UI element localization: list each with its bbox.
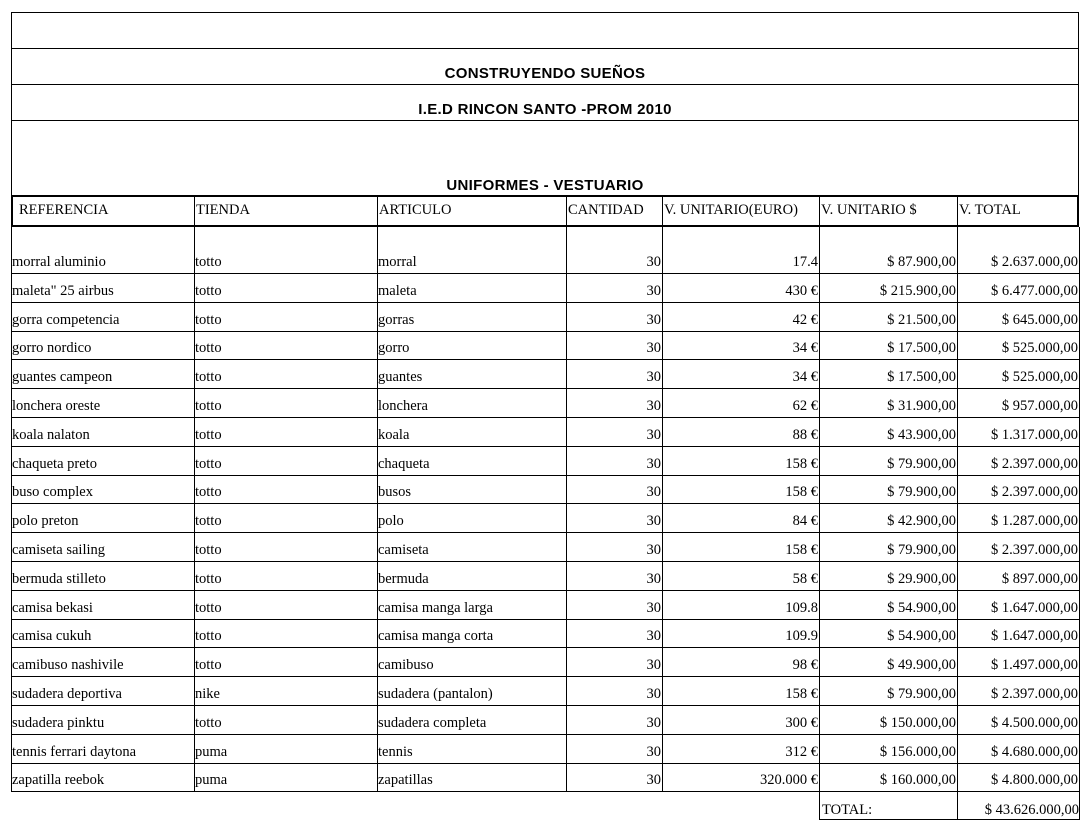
- cell-v-unitario-euro: 34 €: [792, 340, 818, 357]
- cell-v-unitario-euro: 34 €: [792, 369, 818, 386]
- cell-articulo: chaqueta: [378, 455, 430, 472]
- cell-articulo: sudadera (pantalon): [378, 686, 493, 702]
- cell-v-unitario-pesos: $ 215.900,00: [879, 282, 956, 299]
- header-separator: [566, 196, 567, 226]
- cell-v-unitario-euro: 109.8: [785, 599, 818, 616]
- cell-tienda: totto: [195, 570, 222, 587]
- row-border: [11, 388, 1080, 389]
- cell-cantidad: 30: [646, 282, 661, 299]
- row-border: [11, 791, 1080, 792]
- header-articulo: ARTICULO: [379, 202, 452, 218]
- cell-referencia: sudadera deportiva: [12, 686, 122, 702]
- cell-cantidad: 30: [646, 484, 661, 501]
- cell-cantidad: 30: [646, 542, 661, 558]
- row-border: [11, 331, 1080, 332]
- cell-v-unitario-pesos: $ 160.000,00: [879, 772, 956, 789]
- cell-referencia: lonchera oreste: [12, 398, 101, 414]
- cell-v-unitario-pesos: $ 156.000,00: [879, 743, 956, 760]
- header-separator: [194, 196, 195, 226]
- row-border: [11, 475, 1080, 476]
- section-title: UNIFORMES - VESTUARIO: [11, 120, 1079, 195]
- cell-tienda: totto: [195, 455, 222, 472]
- blank-band: [11, 12, 1079, 48]
- cell-cantidad: 30: [646, 714, 661, 731]
- cell-v-unitario-euro: 62 €: [792, 398, 818, 414]
- cell-referencia: koala nalaton: [12, 426, 90, 443]
- cell-v-total: $ 2.397.000,00: [991, 455, 1078, 472]
- cell-v-unitario-pesos: $ 49.900,00: [887, 657, 956, 674]
- cell-v-total: $ 4.500.000,00: [991, 714, 1078, 731]
- cell-v-unitario-pesos: $ 54.900,00: [887, 628, 956, 645]
- cell-referencia: zapatilla reebok: [12, 772, 105, 789]
- school-title: I.E.D RINCON SANTO -PROM 2010: [11, 84, 1079, 120]
- row-border: [11, 359, 1080, 360]
- cell-v-unitario-euro: 158 €: [785, 686, 818, 702]
- cell-v-unitario-euro: 17.4: [792, 254, 818, 270]
- column-border: [1079, 227, 1080, 792]
- cell-articulo: zapatillas: [378, 772, 433, 789]
- cell-v-total: $ 1.497.000,00: [991, 657, 1078, 674]
- cell-v-unitario-pesos: $ 17.500,00: [887, 369, 956, 386]
- cell-referencia: gorra competencia: [12, 311, 120, 328]
- total-bottom-border: [819, 819, 1080, 820]
- cell-v-total: $ 1.287.000,00: [991, 513, 1078, 530]
- cell-referencia: sudadera pinktu: [12, 714, 105, 731]
- cell-articulo: tennis: [378, 743, 413, 760]
- cell-tienda: totto: [195, 340, 222, 357]
- cell-v-unitario-pesos: $ 29.900,00: [887, 570, 956, 587]
- row-border: [11, 273, 1080, 274]
- cell-articulo: sudadera completa: [378, 714, 487, 731]
- cell-articulo: camisa manga corta: [378, 628, 494, 645]
- cell-articulo: busos: [378, 484, 412, 501]
- cell-v-unitario-pesos: $ 79.900,00: [887, 686, 956, 702]
- cell-cantidad: 30: [646, 254, 661, 270]
- cell-tienda: totto: [195, 628, 222, 645]
- main-title: CONSTRUYENDO SUEÑOS: [11, 48, 1079, 84]
- cell-tienda: totto: [195, 311, 222, 328]
- cell-cantidad: 30: [646, 686, 661, 702]
- cell-cantidad: 30: [646, 772, 661, 789]
- cell-v-total: $ 4.800.000,00: [991, 772, 1078, 789]
- cell-v-total: $ 1.647.000,00: [991, 628, 1078, 645]
- cell-v-total: $ 645.000,00: [1001, 311, 1078, 328]
- header-cantidad: CANTIDAD: [568, 202, 644, 218]
- header-tienda: TIENDA: [196, 202, 250, 218]
- cell-v-unitario-euro: 430 €: [785, 282, 818, 299]
- cell-v-total: $ 525.000,00: [1001, 369, 1078, 386]
- row-border: [11, 705, 1080, 706]
- cell-cantidad: 30: [646, 513, 661, 530]
- cell-v-unitario-euro: 58 €: [792, 570, 818, 587]
- cell-tienda: totto: [195, 714, 222, 731]
- cell-tienda: totto: [195, 426, 222, 443]
- cell-tienda: totto: [195, 398, 222, 414]
- header-v-unitario-euro: V. UNITARIO(EURO): [664, 202, 798, 218]
- cell-cantidad: 30: [646, 426, 661, 443]
- total-left-border: [819, 792, 820, 820]
- cell-v-total: $ 525.000,00: [1001, 340, 1078, 357]
- cell-articulo: camiseta: [378, 542, 429, 558]
- cell-v-unitario-pesos: $ 43.900,00: [887, 426, 956, 443]
- cell-tienda: totto: [195, 484, 222, 501]
- cell-articulo: gorro: [378, 340, 410, 357]
- row-border: [11, 763, 1080, 764]
- cell-v-total: $ 957.000,00: [1001, 398, 1078, 414]
- cell-v-unitario-euro: 158 €: [785, 484, 818, 501]
- cell-referencia: morral aluminio: [12, 254, 106, 270]
- cell-v-unitario-pesos: $ 21.500,00: [887, 311, 956, 328]
- header-separator: [662, 196, 663, 226]
- cell-v-unitario-euro: 109.9: [785, 628, 818, 645]
- cell-referencia: bermuda stilleto: [12, 570, 106, 587]
- cell-referencia: camibuso nashivile: [12, 657, 124, 674]
- row-border: [11, 619, 1080, 620]
- cell-v-unitario-pesos: $ 31.900,00: [887, 398, 956, 414]
- cell-cantidad: 30: [646, 398, 661, 414]
- total-label: TOTAL:: [822, 802, 873, 818]
- cell-referencia: camisa cukuh: [12, 628, 92, 645]
- cell-referencia: guantes campeon: [12, 369, 113, 386]
- total-mid-border: [957, 792, 958, 820]
- cell-cantidad: 30: [646, 657, 661, 674]
- cell-v-unitario-pesos: $ 54.900,00: [887, 599, 956, 616]
- cell-v-unitario-euro: 158 €: [785, 455, 818, 472]
- cell-v-unitario-euro: 42 €: [792, 311, 818, 328]
- cell-referencia: tennis ferrari daytona: [12, 743, 137, 760]
- cell-v-unitario-pesos: $ 79.900,00: [887, 542, 956, 558]
- cell-v-unitario-pesos: $ 17.500,00: [887, 340, 956, 357]
- cell-referencia: chaqueta preto: [12, 455, 97, 472]
- cell-referencia: maleta" 25 airbus: [12, 282, 114, 299]
- cell-cantidad: 30: [646, 455, 661, 472]
- row-border: [11, 417, 1080, 418]
- cell-v-unitario-pesos: $ 42.900,00: [887, 513, 956, 530]
- row-border: [11, 676, 1080, 677]
- row-border: [11, 446, 1080, 447]
- cell-v-unitario-euro: 98 €: [792, 657, 818, 674]
- cell-cantidad: 30: [646, 743, 661, 760]
- cell-articulo: polo: [378, 513, 404, 530]
- cell-v-total: $ 2.397.000,00: [991, 686, 1078, 702]
- row-border: [11, 647, 1080, 648]
- row-border: [11, 590, 1080, 591]
- cell-v-total: $ 1.317.000,00: [991, 426, 1078, 443]
- cell-cantidad: 30: [646, 628, 661, 645]
- total-right-border: [1079, 792, 1080, 820]
- cell-cantidad: 30: [646, 570, 661, 587]
- cell-tienda: puma: [195, 743, 228, 760]
- cell-articulo: maleta: [378, 282, 417, 299]
- total-value: $ 43.626.000,00: [984, 802, 1079, 818]
- row-border: [11, 503, 1080, 504]
- row-border: [11, 532, 1080, 533]
- cell-tienda: totto: [195, 282, 222, 299]
- cell-v-unitario-pesos: $ 79.900,00: [887, 484, 956, 501]
- cell-articulo: camibuso: [378, 657, 434, 674]
- cell-articulo: guantes: [378, 369, 423, 386]
- cell-tienda: totto: [195, 513, 222, 530]
- cell-referencia: camiseta sailing: [12, 542, 106, 558]
- cell-referencia: camisa bekasi: [12, 599, 93, 616]
- cell-tienda: nike: [195, 686, 220, 702]
- cell-v-unitario-euro: 84 €: [792, 513, 818, 530]
- cell-tienda: totto: [195, 599, 222, 616]
- row-border: [11, 302, 1080, 303]
- cell-v-unitario-pesos: $ 150.000,00: [879, 714, 956, 731]
- cell-cantidad: 30: [646, 599, 661, 616]
- cell-v-unitario-euro: 88 €: [792, 426, 818, 443]
- header-separator: [819, 196, 820, 226]
- cell-articulo: bermuda: [378, 570, 429, 587]
- cell-referencia: polo preton: [12, 513, 79, 530]
- cell-referencia: gorro nordico: [12, 340, 92, 357]
- header-separator: [377, 196, 378, 226]
- cell-v-total: $ 2.397.000,00: [991, 542, 1078, 558]
- cell-v-unitario-pesos: $ 87.900,00: [887, 254, 956, 270]
- cell-articulo: camisa manga larga: [378, 599, 493, 616]
- cell-tienda: puma: [195, 772, 228, 789]
- cell-v-total: $ 2.637.000,00: [991, 254, 1078, 270]
- header-referencia: REFERENCIA: [19, 202, 109, 218]
- row-border: [11, 734, 1080, 735]
- header-v-total: V. TOTAL: [959, 202, 1021, 218]
- cell-v-total: $ 2.397.000,00: [991, 484, 1078, 501]
- cell-articulo: lonchera: [378, 398, 428, 414]
- cell-cantidad: 30: [646, 311, 661, 328]
- cell-v-total: $ 897.000,00: [1001, 570, 1078, 587]
- header-v-unitario-pesos: V. UNITARIO $: [821, 202, 917, 218]
- cell-tienda: totto: [195, 657, 222, 674]
- cell-cantidad: 30: [646, 340, 661, 357]
- cell-v-unitario-euro: 158 €: [785, 542, 818, 558]
- cell-articulo: gorras: [378, 311, 415, 328]
- cell-v-unitario-euro: 300 €: [785, 714, 818, 731]
- cell-articulo: morral: [378, 254, 417, 270]
- cell-tienda: totto: [195, 369, 222, 386]
- cell-cantidad: 30: [646, 369, 661, 386]
- cell-articulo: koala: [378, 426, 410, 443]
- header-separator: [957, 196, 958, 226]
- cell-v-unitario-euro: 312 €: [785, 743, 818, 760]
- cell-v-total: $ 6.477.000,00: [991, 282, 1078, 299]
- cell-v-total: $ 4.680.000,00: [991, 743, 1078, 760]
- cell-referencia: buso complex: [12, 484, 93, 501]
- cell-tienda: totto: [195, 254, 222, 270]
- cell-v-unitario-euro: 320.000 €: [760, 772, 818, 789]
- cell-v-total: $ 1.647.000,00: [991, 599, 1078, 616]
- row-border: [11, 561, 1080, 562]
- cell-tienda: totto: [195, 542, 222, 558]
- cell-v-unitario-pesos: $ 79.900,00: [887, 455, 956, 472]
